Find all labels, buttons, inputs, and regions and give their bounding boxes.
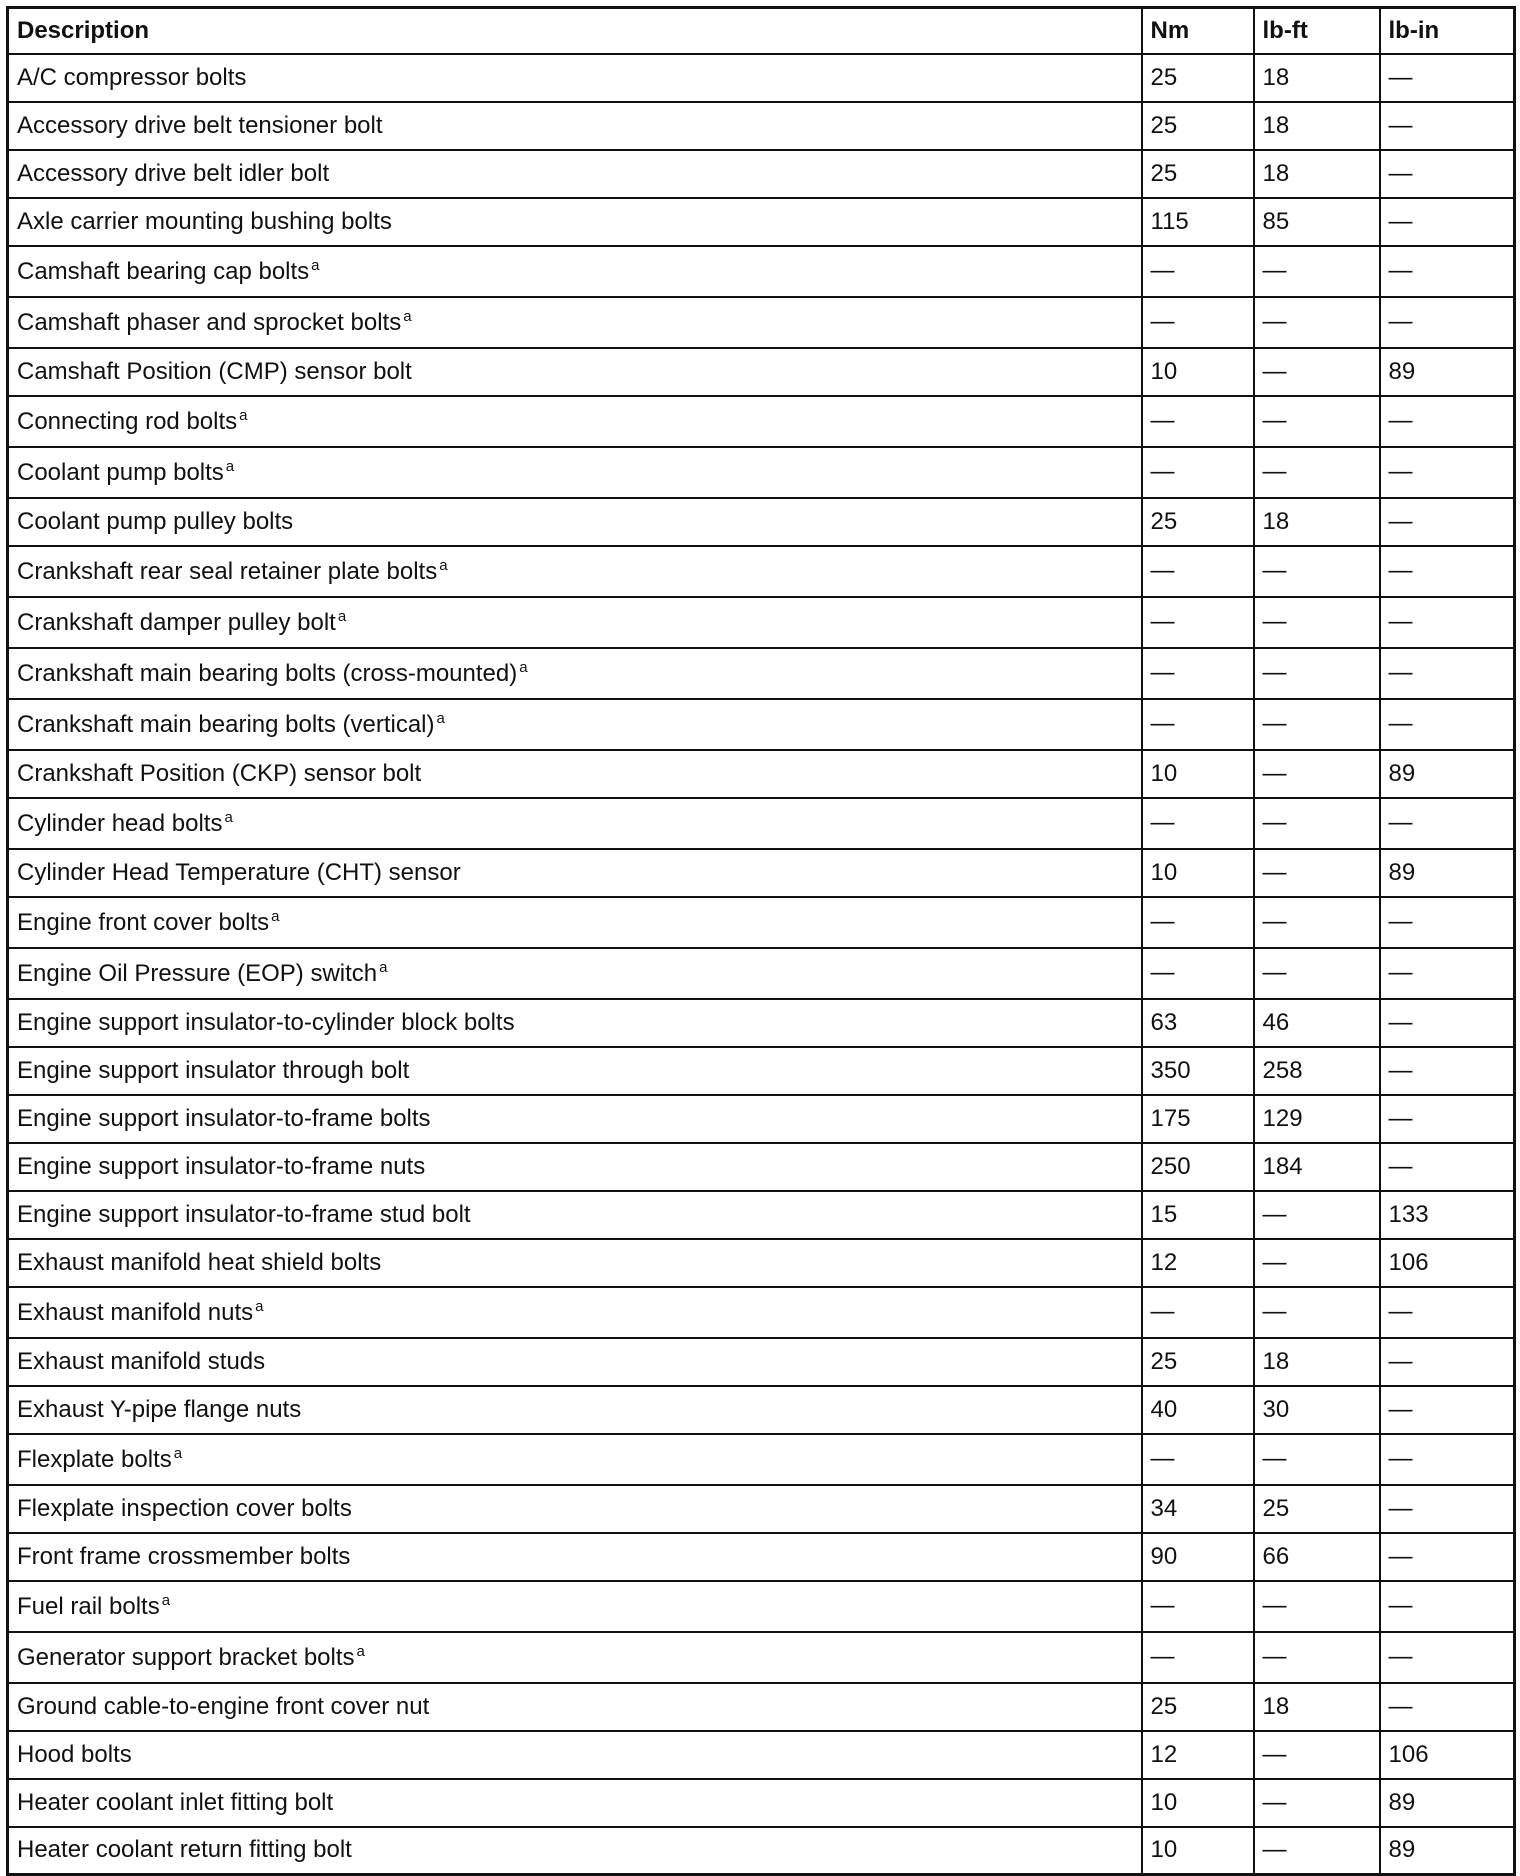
description-cell — [8, 1827, 1142, 1875]
lbin-cell: — — [1380, 597, 1515, 648]
footnote-marker: a — [239, 406, 248, 424]
table-row — [8, 396, 1515, 447]
table-row — [8, 1386, 1515, 1434]
description-cell — [8, 498, 1142, 546]
description-cell — [8, 1581, 1142, 1632]
lbft-cell: — — [1254, 849, 1380, 897]
nm-cell: 10 — [1142, 1827, 1254, 1875]
description-text: Cylinder head bolts — [17, 809, 223, 837]
table-row — [8, 699, 1515, 750]
description-text: Accessory drive belt idler bolt — [17, 159, 330, 187]
description-cell — [8, 1779, 1142, 1827]
description-cell — [8, 546, 1142, 597]
lbin-cell: — — [1380, 102, 1515, 150]
lbft-cell: — — [1254, 1827, 1380, 1875]
description-text: Heater coolant return fitting bolt — [17, 1836, 352, 1864]
description-text: Coolant pump bolts — [17, 458, 224, 486]
table-row — [8, 1581, 1515, 1632]
nm-cell: 10 — [1142, 348, 1254, 396]
header-description: Description — [8, 8, 1142, 54]
description-cell — [8, 54, 1142, 102]
description-text: Engine support insulator-to-frame stud bolt — [17, 1200, 471, 1228]
table-row — [8, 849, 1515, 897]
lbft-cell: 18 — [1254, 102, 1380, 150]
footnote-marker: a — [356, 1642, 365, 1660]
lbft-cell: 258 — [1254, 1047, 1380, 1095]
nm-cell: 250 — [1142, 1143, 1254, 1191]
nm-cell: — — [1142, 1287, 1254, 1338]
table-row — [8, 1779, 1515, 1827]
nm-cell: 115 — [1142, 198, 1254, 246]
nm-cell: 25 — [1142, 102, 1254, 150]
description-cell — [8, 1191, 1142, 1239]
lbft-cell: 18 — [1254, 54, 1380, 102]
table-row — [8, 897, 1515, 948]
nm-cell: 25 — [1142, 1338, 1254, 1386]
lbft-cell: — — [1254, 1434, 1380, 1485]
description-text: Engine support insulator-to-frame bolts — [17, 1104, 431, 1132]
lbin-cell: — — [1380, 1683, 1515, 1731]
table-row — [8, 1287, 1515, 1338]
nm-cell: 25 — [1142, 150, 1254, 198]
nm-cell: 63 — [1142, 999, 1254, 1047]
description-text: Engine support insulator through bolt — [17, 1056, 410, 1084]
description-text: Camshaft Position (CMP) sensor bolt — [17, 357, 412, 385]
description-cell — [8, 1434, 1142, 1485]
footnote-marker: a — [439, 556, 448, 574]
description-text: Engine support insulator-to-cylinder block bolts — [17, 1008, 515, 1036]
footnote-marker: a — [271, 907, 280, 925]
lbin-cell: — — [1380, 1533, 1515, 1581]
description-text: Engine front cover bolts — [17, 908, 270, 936]
lbft-cell: 46 — [1254, 999, 1380, 1047]
nm-cell: 350 — [1142, 1047, 1254, 1095]
lbft-cell: 18 — [1254, 1683, 1380, 1731]
description-cell — [8, 750, 1142, 798]
description-cell — [8, 150, 1142, 198]
lbin-cell: — — [1380, 1338, 1515, 1386]
lbft-cell: — — [1254, 750, 1380, 798]
nm-cell: 15 — [1142, 1191, 1254, 1239]
nm-cell: — — [1142, 447, 1254, 498]
lbin-cell: — — [1380, 498, 1515, 546]
table-row — [8, 54, 1515, 102]
lbin-cell: — — [1380, 297, 1515, 348]
nm-cell: — — [1142, 396, 1254, 447]
description-text: Ground cable-to-engine front cover nut — [17, 1692, 430, 1720]
nm-cell: 10 — [1142, 750, 1254, 798]
lbin-cell: — — [1380, 1485, 1515, 1533]
table-row — [8, 948, 1515, 999]
table-row — [8, 498, 1515, 546]
lbin-cell: 89 — [1380, 1827, 1515, 1875]
lbin-cell: — — [1380, 798, 1515, 849]
lbft-cell: — — [1254, 546, 1380, 597]
description-text: Crankshaft main bearing bolts (vertical) — [17, 710, 435, 738]
description-cell — [8, 1239, 1142, 1287]
nm-cell: — — [1142, 798, 1254, 849]
lbft-cell: — — [1254, 1581, 1380, 1632]
lbft-cell: 30 — [1254, 1386, 1380, 1434]
description-text: Accessory drive belt tensioner bolt — [17, 111, 383, 139]
description-text: Coolant pump pulley bolts — [17, 507, 294, 535]
description-cell — [8, 849, 1142, 897]
lbft-cell: — — [1254, 1287, 1380, 1338]
description-cell — [8, 1095, 1142, 1143]
nm-cell: — — [1142, 297, 1254, 348]
table-row — [8, 1533, 1515, 1581]
nm-cell: — — [1142, 1581, 1254, 1632]
table-row — [8, 798, 1515, 849]
lbft-cell: — — [1254, 897, 1380, 948]
description-cell — [8, 1485, 1142, 1533]
lbin-cell: 89 — [1380, 1779, 1515, 1827]
table-row — [8, 999, 1515, 1047]
lbft-cell: — — [1254, 1731, 1380, 1779]
lbin-cell: 89 — [1380, 849, 1515, 897]
description-text: Generator support bracket bolts — [17, 1643, 355, 1671]
description-cell — [8, 648, 1142, 699]
description-cell — [8, 1047, 1142, 1095]
description-cell — [8, 597, 1142, 648]
description-cell — [8, 1731, 1142, 1779]
description-cell — [8, 396, 1142, 447]
nm-cell: 10 — [1142, 1779, 1254, 1827]
lbft-cell: 184 — [1254, 1143, 1380, 1191]
description-text: Cylinder Head Temperature (CHT) sensor — [17, 858, 461, 886]
lbin-cell: 89 — [1380, 750, 1515, 798]
lbft-cell: — — [1254, 1779, 1380, 1827]
description-text: Exhaust manifold nuts — [17, 1298, 254, 1326]
description-text: Axle carrier mounting bushing bolts — [17, 207, 392, 235]
table-row — [8, 150, 1515, 198]
footnote-marker: a — [436, 709, 445, 727]
description-cell — [8, 1632, 1142, 1683]
header-row — [8, 8, 1515, 54]
footnote-marker: a — [519, 658, 528, 676]
description-cell — [8, 1683, 1142, 1731]
lbft-cell: 18 — [1254, 150, 1380, 198]
footnote-marker: a — [379, 958, 388, 976]
header-lbin: lb-in — [1380, 8, 1515, 54]
nm-cell: 90 — [1142, 1533, 1254, 1581]
lbin-cell: — — [1380, 1632, 1515, 1683]
table-row — [8, 750, 1515, 798]
description-cell — [8, 1338, 1142, 1386]
table-row — [8, 1143, 1515, 1191]
description-text: Camshaft bearing cap bolts — [17, 257, 310, 285]
description-cell — [8, 1386, 1142, 1434]
description-cell — [8, 102, 1142, 150]
table-row — [8, 1731, 1515, 1779]
description-text: Crankshaft rear seal retainer plate bolts — [17, 557, 438, 585]
nm-cell: 40 — [1142, 1386, 1254, 1434]
nm-cell: — — [1142, 897, 1254, 948]
lbin-cell: — — [1380, 699, 1515, 750]
nm-cell: — — [1142, 546, 1254, 597]
footnote-marker: a — [225, 457, 235, 475]
description-text: Crankshaft damper pulley bolt — [17, 608, 336, 636]
footnote-marker: a — [161, 1591, 171, 1609]
table-row — [8, 1683, 1515, 1731]
header-nm: Nm — [1142, 8, 1254, 54]
lbin-cell: — — [1380, 897, 1515, 948]
description-cell — [8, 1287, 1142, 1338]
description-text: Camshaft phaser and sprocket bolts — [17, 308, 402, 336]
lbft-cell: — — [1254, 246, 1380, 297]
lbft-cell: 66 — [1254, 1533, 1380, 1581]
table-row — [8, 1485, 1515, 1533]
lbin-cell: 106 — [1380, 1239, 1515, 1287]
lbin-cell: 89 — [1380, 348, 1515, 396]
lbft-cell: — — [1254, 597, 1380, 648]
table-row — [8, 546, 1515, 597]
lbft-cell: — — [1254, 948, 1380, 999]
nm-cell: 10 — [1142, 849, 1254, 897]
table-row — [8, 297, 1515, 348]
lbin-cell: — — [1380, 948, 1515, 999]
description-cell — [8, 999, 1142, 1047]
table-row — [8, 648, 1515, 699]
nm-cell: — — [1142, 597, 1254, 648]
nm-cell: — — [1142, 699, 1254, 750]
footnote-marker: a — [337, 607, 347, 625]
table-row — [8, 597, 1515, 648]
table-row — [8, 1827, 1515, 1875]
nm-cell: 25 — [1142, 54, 1254, 102]
lbft-cell: — — [1254, 699, 1380, 750]
lbft-cell: 85 — [1254, 198, 1380, 246]
footnote-marker: a — [311, 256, 320, 274]
nm-cell: — — [1142, 246, 1254, 297]
description-cell — [8, 798, 1142, 849]
footnote-marker: a — [173, 1444, 183, 1462]
table-row — [8, 1239, 1515, 1287]
nm-cell: 25 — [1142, 498, 1254, 546]
nm-cell: 12 — [1142, 1239, 1254, 1287]
lbft-cell: — — [1254, 648, 1380, 699]
description-cell — [8, 246, 1142, 297]
description-cell — [8, 1533, 1142, 1581]
lbft-cell: — — [1254, 1239, 1380, 1287]
table-row — [8, 348, 1515, 396]
description-cell — [8, 348, 1142, 396]
lbft-cell: — — [1254, 1191, 1380, 1239]
description-text: Connecting rod bolts — [17, 407, 238, 435]
torque-spec-table — [6, 6, 1516, 1876]
description-text: Engine Oil Pressure (EOP) switch — [17, 959, 378, 987]
footnote-marker: a — [255, 1297, 264, 1315]
lbft-cell: 25 — [1254, 1485, 1380, 1533]
lbin-cell: — — [1380, 150, 1515, 198]
table-row — [8, 447, 1515, 498]
lbin-cell: — — [1380, 1287, 1515, 1338]
lbin-cell: — — [1380, 1434, 1515, 1485]
lbft-cell: 18 — [1254, 498, 1380, 546]
table-row — [8, 1191, 1515, 1239]
description-cell — [8, 447, 1142, 498]
lbin-cell: — — [1380, 1095, 1515, 1143]
table-row — [8, 1632, 1515, 1683]
lbft-cell: 18 — [1254, 1338, 1380, 1386]
description-text: A/C compressor bolts — [17, 63, 247, 91]
description-text: Heater coolant inlet fitting bolt — [17, 1788, 334, 1816]
nm-cell: — — [1142, 1434, 1254, 1485]
lbft-cell: — — [1254, 297, 1380, 348]
table-row — [8, 102, 1515, 150]
lbin-cell: — — [1380, 198, 1515, 246]
table-row — [8, 1047, 1515, 1095]
description-text: Fuel rail bolts — [17, 1592, 160, 1620]
description-cell — [8, 948, 1142, 999]
description-text: Exhaust Y-pipe flange nuts — [17, 1395, 302, 1423]
description-cell — [8, 1143, 1142, 1191]
description-cell — [8, 897, 1142, 948]
description-text: Hood bolts — [17, 1740, 132, 1768]
description-text: Flexplate bolts — [17, 1445, 172, 1473]
lbin-cell: — — [1380, 999, 1515, 1047]
lbin-cell: — — [1380, 1386, 1515, 1434]
footnote-marker: a — [403, 307, 412, 325]
table-row — [8, 1434, 1515, 1485]
nm-cell: 175 — [1142, 1095, 1254, 1143]
lbft-cell: — — [1254, 348, 1380, 396]
lbin-cell: 106 — [1380, 1731, 1515, 1779]
description-text: Engine support insulator-to-frame nuts — [17, 1152, 426, 1180]
nm-cell: — — [1142, 1632, 1254, 1683]
nm-cell: — — [1142, 948, 1254, 999]
description-text: Crankshaft main bearing bolts (cross-mounted) — [17, 659, 518, 687]
description-cell — [8, 297, 1142, 348]
lbft-cell: — — [1254, 396, 1380, 447]
description-text: Exhaust manifold heat shield bolts — [17, 1248, 382, 1276]
table-row — [8, 1095, 1515, 1143]
lbin-cell: — — [1380, 546, 1515, 597]
table-row — [8, 1338, 1515, 1386]
lbin-cell: — — [1380, 54, 1515, 102]
lbft-cell: — — [1254, 447, 1380, 498]
header-lbft: lb-ft — [1254, 8, 1380, 54]
lbin-cell: — — [1380, 1047, 1515, 1095]
lbin-cell: — — [1380, 246, 1515, 297]
description-text: Flexplate inspection cover bolts — [17, 1494, 352, 1522]
lbft-cell: — — [1254, 798, 1380, 849]
footnote-marker: a — [224, 808, 233, 826]
description-cell — [8, 198, 1142, 246]
lbin-cell: — — [1380, 648, 1515, 699]
nm-cell: 25 — [1142, 1683, 1254, 1731]
lbin-cell: — — [1380, 1143, 1515, 1191]
lbft-cell: 129 — [1254, 1095, 1380, 1143]
lbin-cell: — — [1380, 396, 1515, 447]
lbft-cell: — — [1254, 1632, 1380, 1683]
lbin-cell: — — [1380, 447, 1515, 498]
lbin-cell: — — [1380, 1581, 1515, 1632]
table-row — [8, 246, 1515, 297]
description-cell — [8, 699, 1142, 750]
table-row — [8, 198, 1515, 246]
description-text: Crankshaft Position (CKP) sensor bolt — [17, 759, 422, 787]
description-text: Exhaust manifold studs — [17, 1347, 266, 1375]
description-text: Front frame crossmember bolts — [17, 1542, 351, 1570]
nm-cell: 12 — [1142, 1731, 1254, 1779]
nm-cell: 34 — [1142, 1485, 1254, 1533]
nm-cell: — — [1142, 648, 1254, 699]
lbin-cell: 133 — [1380, 1191, 1515, 1239]
